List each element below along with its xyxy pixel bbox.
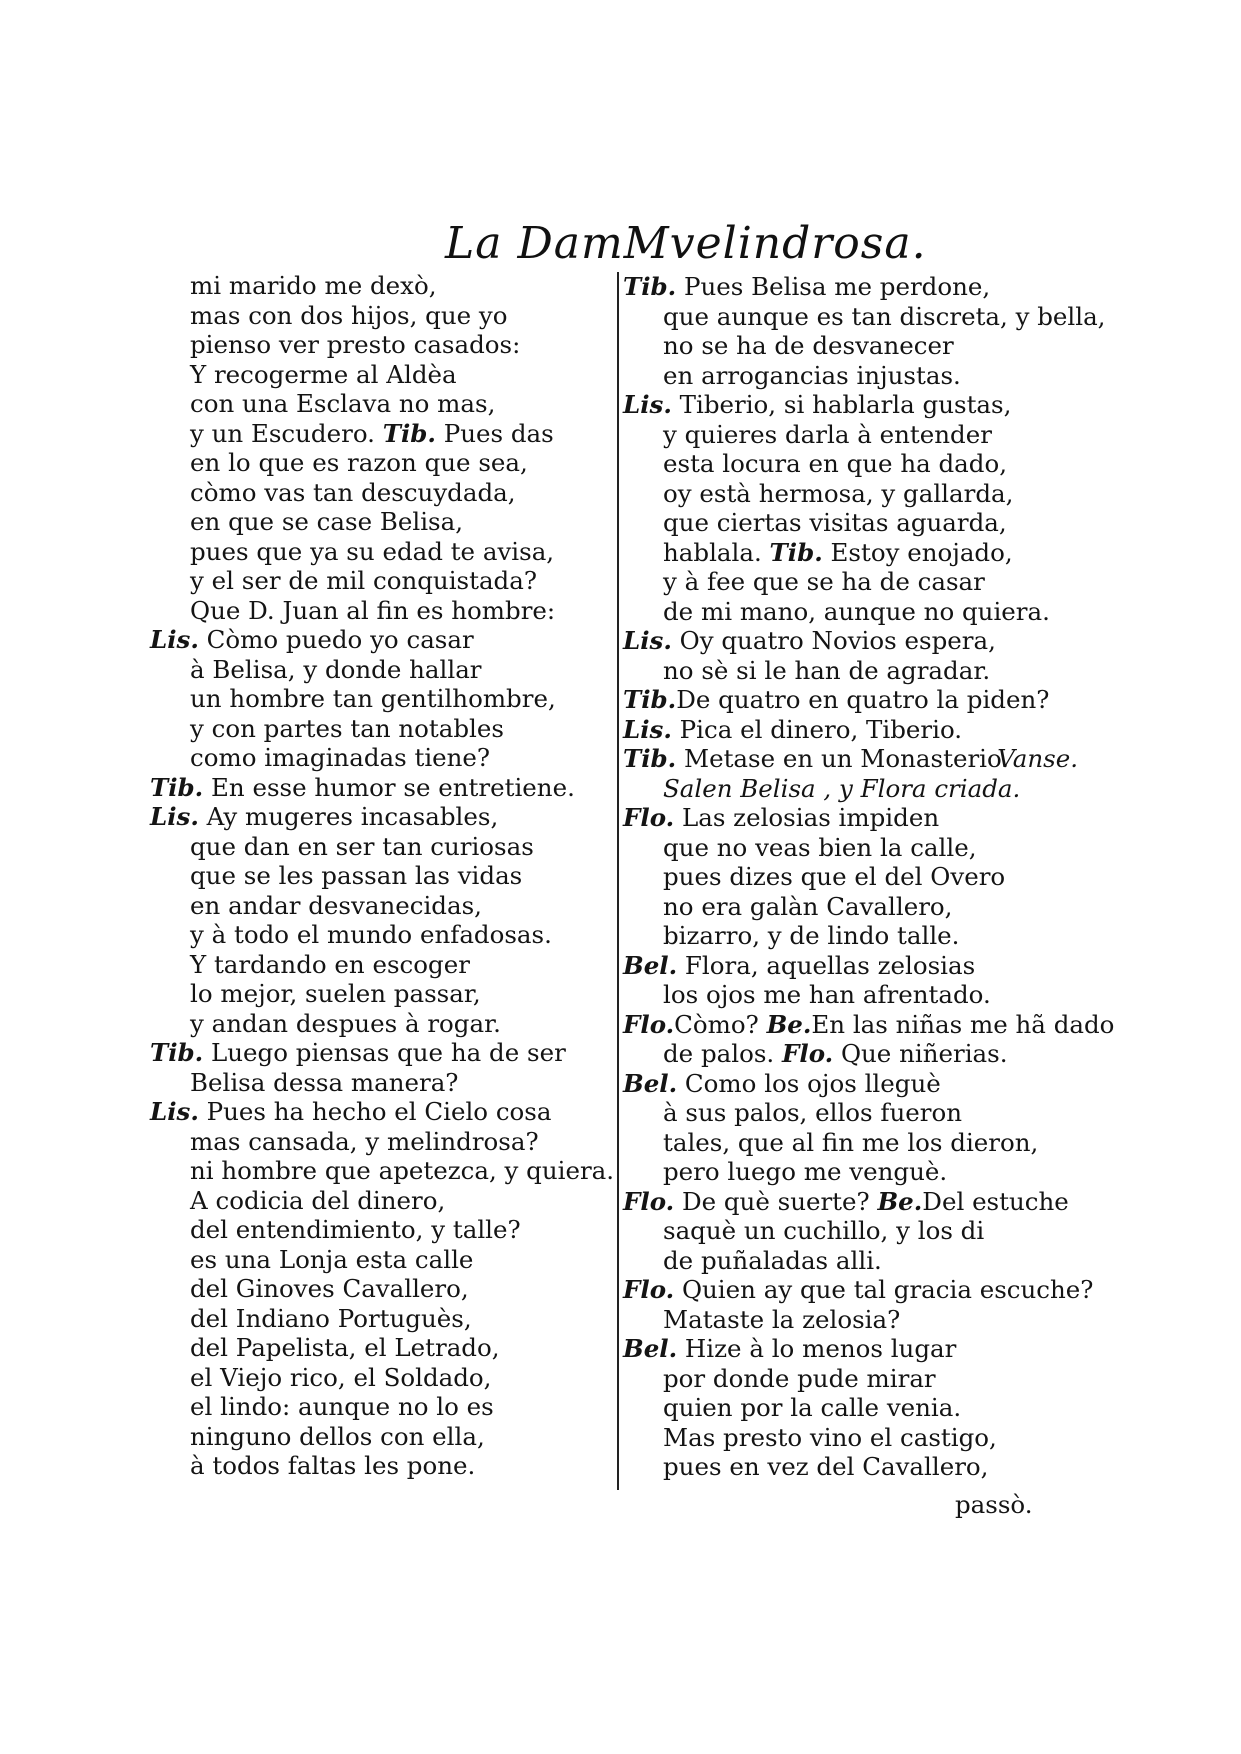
verse-line <box>150 1127 620 1157</box>
verse-line <box>623 1128 1078 1158</box>
verse-text: pues en vez del Cavallero, <box>663 1452 989 1481</box>
verse-line <box>150 920 620 950</box>
speaker-label: Tib. <box>150 772 204 802</box>
speaker-label: Lis. <box>623 390 672 419</box>
verse-line <box>150 1186 620 1216</box>
verse-line <box>150 979 620 1009</box>
verse-line <box>623 862 1078 892</box>
verse-line <box>623 685 1078 715</box>
verse-text: A codicia del dinero, <box>190 1185 446 1215</box>
verse-line <box>150 1156 620 1186</box>
verse-line <box>150 802 620 832</box>
verse-text: à todos faltas les pone. <box>190 1451 476 1480</box>
verse-line <box>623 567 1078 597</box>
verse-text: pues que ya su edad te avisa, <box>190 536 555 566</box>
verse-text: Belisa dessa manera? <box>190 1067 459 1097</box>
speaker-label: Flo. <box>623 1186 675 1216</box>
verse-line <box>150 891 620 921</box>
verse-text: del Ginoves Cavallero, <box>190 1274 469 1303</box>
verse-line <box>150 448 620 478</box>
verse-text: no era galàn Cavallero, <box>663 891 953 921</box>
verse-line <box>150 330 620 360</box>
verse-text: Mataste la zelosia? <box>663 1304 901 1334</box>
verse-line <box>150 1451 620 1481</box>
verse-text: del Papelista, el Letrado, <box>190 1333 500 1362</box>
verse-text: Pues Belisa me perdone, <box>676 272 991 301</box>
verse-line <box>623 1305 1078 1335</box>
verse-line <box>150 1215 620 1245</box>
verse-text: à sus palos, ellos fueron <box>663 1098 963 1127</box>
verse-text: oy està hermosa, y gallarda, <box>663 478 1014 508</box>
verse-line <box>150 419 620 449</box>
verse-text: Hize à lo menos lugar <box>677 1334 957 1363</box>
speaker-label: Be. <box>766 1009 812 1039</box>
verse-text: que ciertas visitas aguarda, <box>663 508 1007 537</box>
verse-text: Tiberio, si hablarla gustas, <box>671 390 1012 419</box>
verse-line <box>150 507 620 537</box>
speaker-label: Tib. <box>382 418 436 448</box>
right-column <box>623 272 1115 1482</box>
verse-line <box>150 271 620 301</box>
verse-line <box>623 1069 1078 1099</box>
verse-text: del Indiano Portuguès, <box>190 1303 472 1333</box>
verse-line <box>150 1363 620 1393</box>
verse-text: mas con dos hijos, que yo <box>190 300 508 330</box>
verse-text: Que D. Juan al fin es hombre: <box>190 595 556 625</box>
speaker-label: Bel. <box>623 1334 678 1363</box>
left-column <box>150 271 620 1481</box>
verse-text: hablala. <box>663 537 770 567</box>
verse-line <box>623 1039 1078 1069</box>
verse-text: pues dizes que el del Overo <box>663 862 1006 891</box>
verse-text: un hombre tan gentilhombre, <box>190 684 556 713</box>
verse-text: Metase en un Monasterio. <box>676 744 1010 773</box>
verse-line <box>150 566 620 596</box>
verse-text: en lo que es razon que sea, <box>190 448 528 477</box>
verse-line <box>623 1246 1078 1276</box>
verse-line <box>623 833 1078 863</box>
verse-line <box>150 950 620 980</box>
verse-line <box>623 1098 1078 1128</box>
verse-line <box>150 389 620 419</box>
speaker-label: Tib. <box>623 744 677 773</box>
running-title: La DamMvelindrosa. <box>445 218 927 269</box>
verse-text: y à fee que se ha de casar <box>663 567 985 596</box>
verse-line <box>150 684 620 714</box>
verse-text: y un Escudero. <box>190 418 383 448</box>
verse-line <box>623 1393 1078 1423</box>
verse-text: que no veas bien la calle, <box>663 832 977 862</box>
verse-text: De quatro en quatro la piden? <box>676 685 1050 714</box>
verse-text: y à todo el mundo enfadosas. <box>190 920 552 949</box>
verse-line <box>623 301 1106 332</box>
verse-text: Y recogerme al Aldèa <box>190 359 457 389</box>
verse-line <box>150 301 620 331</box>
verse-text: los ojos me han afrentado. <box>663 980 991 1009</box>
verse-line <box>623 744 1078 774</box>
verse-text: Mas presto vino el castigo, <box>663 1422 997 1452</box>
verse-line <box>150 1274 620 1304</box>
verse-text: el Viejo rico, el Soldado, <box>190 1362 492 1392</box>
verse-line <box>150 1333 620 1363</box>
verse-line <box>623 1364 1078 1394</box>
verse-text: Y tardando en escoger <box>190 949 470 979</box>
verse-line <box>150 1304 620 1334</box>
verse-line <box>623 538 1078 568</box>
verse-line <box>623 1157 1078 1187</box>
verse-text: còmo vas tan descuydada, <box>190 477 516 507</box>
verse-text: Còmo puedo yo casar <box>198 625 474 654</box>
verse-line <box>623 1187 1078 1217</box>
verse-line <box>150 743 620 773</box>
verse-text: no se ha de desvanecer <box>663 331 954 360</box>
verse-text: bizarro, y de lindo talle. <box>663 921 960 950</box>
verse-text: à Belisa, y donde hallar <box>190 654 482 684</box>
verse-line <box>623 272 1078 302</box>
verse-text: que se les passan las vidas <box>190 861 523 890</box>
verse-line <box>150 714 620 744</box>
verse-line <box>150 655 620 685</box>
speaker-label: Bel. <box>623 1068 678 1098</box>
verse-line <box>623 1423 1078 1453</box>
verse-text: Pues das <box>435 418 554 448</box>
verse-text: de puñaladas alli. <box>663 1245 882 1275</box>
verse-text: ninguno dellos con ella, <box>190 1421 485 1451</box>
verse-text: lo mejor, suelen passar, <box>190 979 481 1008</box>
verse-line <box>150 773 620 803</box>
verse-line <box>623 803 1078 833</box>
verse-line <box>623 331 1078 361</box>
verse-text: del entendimiento, y talle? <box>190 1215 521 1244</box>
speaker-label: Be. <box>877 1186 923 1216</box>
speaker-label: Flo. <box>623 1275 675 1304</box>
verse-text: Quien ay que tal gracia escuche? <box>674 1275 1094 1304</box>
speaker-label: Tib. <box>769 537 823 567</box>
verse-text: Como los ojos lleguè <box>677 1068 941 1098</box>
verse-line <box>623 980 1078 1010</box>
verse-line <box>623 892 1078 922</box>
verse-text: que aunque es tan discreta, y bella, <box>663 301 1106 331</box>
verse-line <box>150 596 620 626</box>
speaker-label: Flo. <box>623 803 675 832</box>
verse-line <box>150 832 620 862</box>
verse-line <box>623 1452 1078 1482</box>
column-rule <box>617 272 619 1490</box>
verse-text: mi marido me dexò, <box>190 271 437 300</box>
verse-text: saquè un cuchillo, y los di <box>663 1216 985 1245</box>
verse-text: mas cansada, y melindrosa? <box>190 1126 539 1156</box>
verse-line <box>623 626 1078 656</box>
verse-text: y quieres darla à entender <box>663 419 992 449</box>
verse-text: Luego piensas que ha de ser <box>203 1038 566 1067</box>
verse-line <box>623 597 1078 627</box>
verse-line <box>150 1245 620 1275</box>
verse-text: ni hombre que apetezca, y quiera. <box>190 1156 615 1185</box>
verse-line <box>623 479 1078 509</box>
verse-text: esta locura en que ha dado, <box>663 449 1008 478</box>
verse-line <box>150 861 620 891</box>
verse-line <box>623 1216 1078 1246</box>
speaker-label: Lis. <box>150 1097 199 1126</box>
verse-line <box>623 420 1078 450</box>
verse-line <box>150 478 620 508</box>
verse-line <box>623 1275 1094 1305</box>
verse-text: Còmo? <box>674 1009 767 1039</box>
verse-text: de mi mano, aunque no quiera. <box>663 596 1050 626</box>
verse-text: En esse humor se entretiene. <box>203 772 575 802</box>
verse-text: quien por la calle venia. <box>663 1393 962 1422</box>
speaker-label: Lis. <box>150 802 199 831</box>
verse-text: pero luego me venguè. <box>663 1157 948 1186</box>
verse-text: y con partes tan notables <box>190 713 504 743</box>
verse-line <box>150 1097 620 1127</box>
verse-line <box>623 715 1078 745</box>
verse-line <box>623 1009 1115 1040</box>
verse-line <box>623 508 1078 538</box>
speaker-label: Tib. <box>150 1038 204 1067</box>
verse-line <box>150 1392 620 1422</box>
verse-text: con una Esclava no mas, <box>190 389 496 418</box>
verse-text: En las niñas me hã dado <box>811 1009 1115 1039</box>
speaker-label: Tib. <box>623 685 677 714</box>
verse-text: Del estuche <box>922 1186 1069 1216</box>
verse-text: Pues ha hecho el Cielo cosa <box>198 1097 552 1126</box>
verse-text: no sè si le han de agradar. <box>663 655 991 685</box>
verse-text: en que se case Belisa, <box>190 507 464 536</box>
verse-text: y el ser de mil conquistada? <box>190 566 537 595</box>
verse-text: el lindo: aunque no lo es <box>190 1392 494 1421</box>
catchword: passò. <box>955 1490 1033 1519</box>
verse-text: Que niñerias. <box>833 1039 1008 1068</box>
verse-line <box>150 1068 620 1098</box>
verse-text: por donde pude mirar <box>663 1363 936 1393</box>
verse-text: y andan despues à rogar. <box>190 1008 501 1038</box>
verse-text: Oy quatro Novios espera, <box>671 626 996 655</box>
verse-text: de palos. <box>663 1039 782 1068</box>
verse-line <box>623 1334 1078 1364</box>
speaker-label: Bel. <box>623 950 678 980</box>
verse-text: Estoy enojado, <box>822 537 1013 567</box>
verse-line <box>150 1038 620 1068</box>
verse-line <box>623 656 1078 686</box>
verse-text: pienso ver presto casados: <box>190 330 521 359</box>
verse-text: Ay mugeres incasables, <box>198 802 499 831</box>
verse-text: en arrogancias injustas. <box>663 360 961 390</box>
verse-text: en andar desvanecidas, <box>190 890 482 920</box>
verse-line <box>623 921 1078 951</box>
verse-line <box>150 1422 620 1452</box>
verse-text: tales, que al fin me los dieron, <box>663 1127 1039 1157</box>
verse-line <box>150 1009 620 1039</box>
stage-direction: Salen Belisa , y Flora criada. <box>663 773 1021 803</box>
verse-line <box>623 361 1078 391</box>
verse-line <box>150 360 620 390</box>
verse-text: Flora, aquellas zelosias <box>677 950 976 980</box>
speaker-label: Tib. <box>623 272 677 301</box>
speaker-label: Lis. <box>623 714 672 744</box>
verse-text: como imaginadas tiene? <box>190 743 491 772</box>
verse-line <box>623 774 1078 804</box>
speaker-label: Lis. <box>623 626 672 655</box>
verse-text: De què suerte? <box>674 1186 878 1216</box>
verse-text: Las zelosias impiden <box>674 803 940 832</box>
verse-line <box>150 537 620 567</box>
verse-line <box>623 390 1078 420</box>
verse-line <box>150 625 620 655</box>
speaker-label: Lis. <box>150 625 199 654</box>
speaker-label: Flo. <box>782 1039 834 1068</box>
verse-line <box>623 951 1078 981</box>
verse-line <box>623 449 1078 479</box>
verse-text: que dan en ser tan curiosas <box>190 831 534 861</box>
verse-text: es una Lonja esta calle <box>190 1244 474 1274</box>
verse-text: Pica el dinero, Tiberio. <box>671 714 963 744</box>
stage-direction: Vanse. <box>997 744 1078 773</box>
speaker-label: Flo. <box>623 1009 675 1039</box>
